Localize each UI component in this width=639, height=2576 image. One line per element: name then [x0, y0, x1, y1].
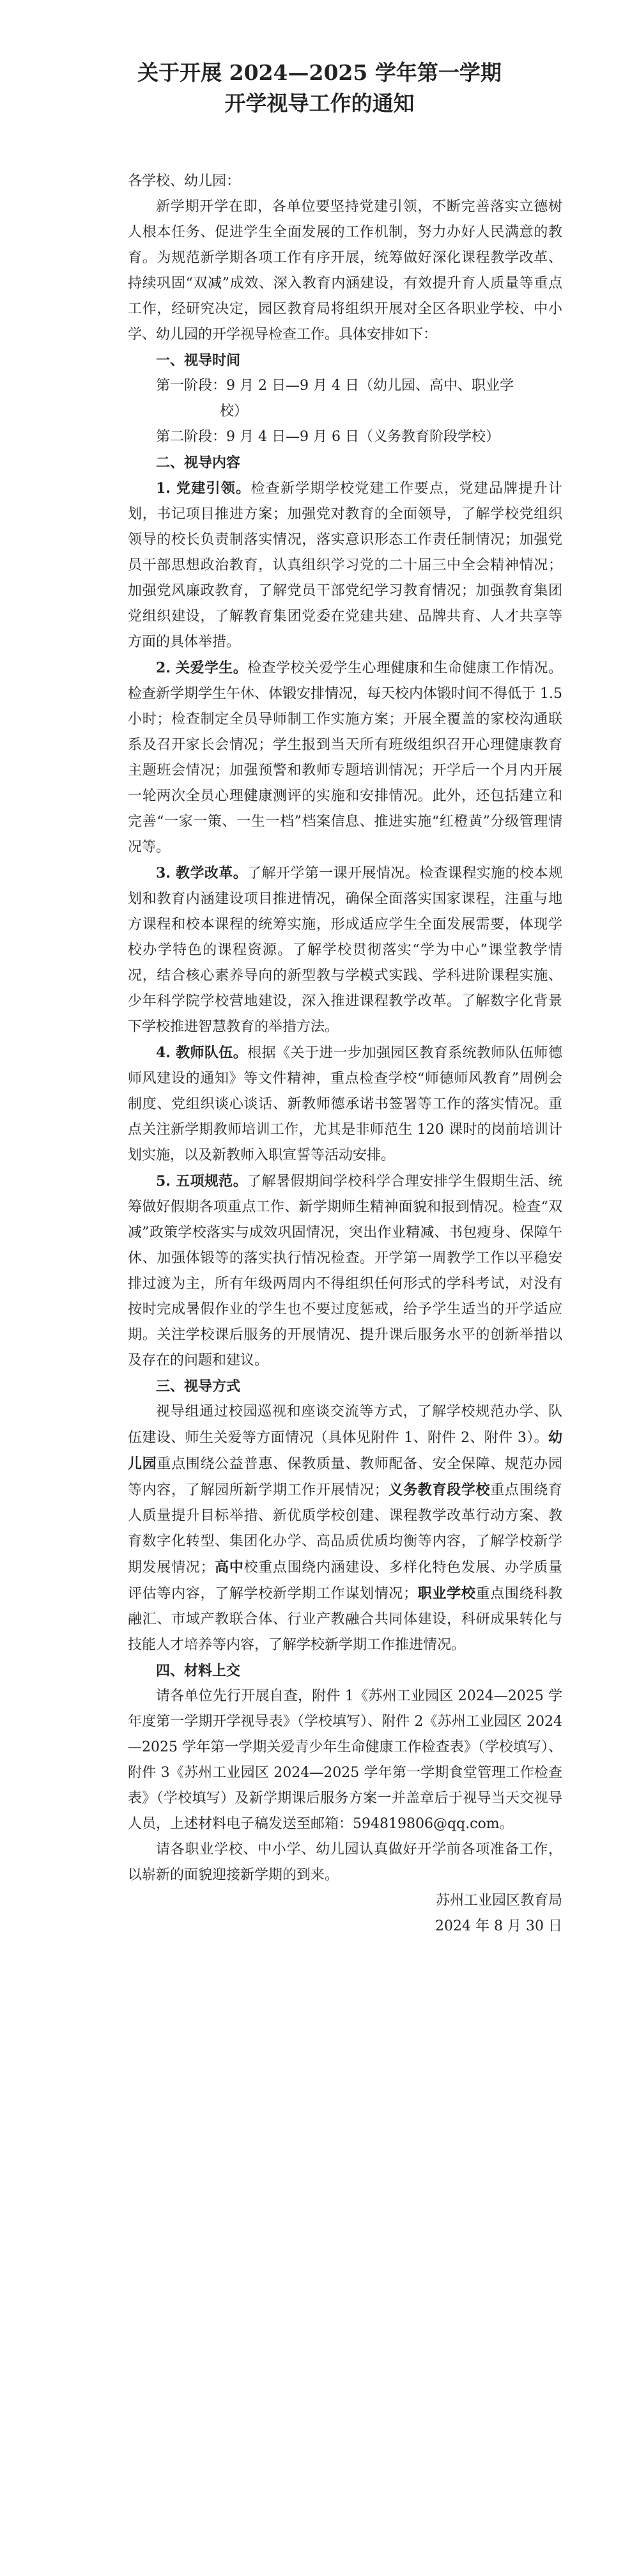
- s3-intro: 视导组通过校园巡视和座谈交流等方式，了解学校规范办学、队伍建设、师生关爱等方面情况（具体见附件 1、附件 2、附件 3）。: [128, 1404, 562, 1446]
- phase-1-line-a: 第一阶段：9 月 2 日—9 月 4 日（幼儿园、高中、职业学: [156, 378, 514, 394]
- kindergarten-label: 幼儿园: [128, 1429, 562, 1472]
- item-2-label: 2. 关爱学生。: [156, 660, 248, 676]
- high-school-text: 校重点围绕内涵建设、多样化特色发展、办学质量评估等内容，了解学校新学期工作谋划情况；: [128, 1560, 562, 1602]
- vocational-school-label: 职业学校: [417, 1585, 476, 1602]
- salutation: 各学校、幼儿园：: [128, 173, 241, 189]
- document-title: [102, 58, 537, 119]
- phase-1-line-b: 校）: [220, 403, 249, 419]
- intro-paragraph: 新学期开学在即，各单位要坚持党建引领，不断完善落实立德树人根本任务、促进学生全面发展的工作机制，努力办好人民满意的教育。为规范新学期各项工作有序开展，统筹做好深化课程教学改革、持续巩固“双减”成效、深入教育内涵建设，有效提升育人质量等重点工作，经研究决定，园区教育局将组织开展对全区各职业学校、中小学、幼儿园的开学视导检查工作。具体安排如下：: [128, 199, 562, 343]
- item-1-label: 1. 党建引领。: [156, 480, 251, 497]
- signature-org: 苏州工业园区教育局: [435, 1893, 562, 1909]
- section-2-heading: 二、视导内容: [156, 454, 241, 471]
- section-3-paragraph: [128, 1399, 562, 1658]
- item-3-label: 3. 教学改革。: [156, 865, 248, 881]
- item-2-text: 检查学校关爱学生心理健康和生命健康工作情况。检查新学期学生午休、体锻安排情况，每天校内体锻时间不得低于 1.5 小时；检查制定全员导师制工作实施方案；开展全覆盖的家校沟通联系及召开家长会情况；学生报到当天所有班级组织召开心理健康教育主题班会情况；加强预警和教师专题培训情况；开学后一个月内开展一轮两次全员心理健康测评的实施和安排情况。此外，还包括建立和完善“一家一策、一生一档”档案信息、推进实施“红橙黄”分级管理情况等。: [128, 660, 562, 855]
- item-teaching-reform: [128, 860, 562, 1040]
- item-4-text: 根据《关于进一步加强园区教育系统教师队伍师德师风建设的通知》等文件精神，重点检查学校“师德师风教育”周例会制度、党组织谈心谈话、新教师德承诺书签署等工作的落实情况。重点关注新学期教师培训工作，尤其是非师范生 120 课时的岗前培训计划实施，以及新教师入职宣誓等活动安排。: [128, 1045, 562, 1163]
- title-line-2: 开学视导工作的通知: [224, 91, 415, 116]
- vocational-school-text: 重点围绕科教融汇、市域产教联合体、行业产教融合共同体建设，科研成果转化与技能人才培养等内容，了解学校新学期工作推进情况。: [128, 1586, 562, 1653]
- item-student-care: [128, 655, 562, 860]
- item-teacher-team: [128, 1040, 562, 1168]
- materials-paragraph: 请各单位先行开展自查，附件 1《苏州工业园区 2024—2025 学年度第一学期开学视导表》（学校填写）、附件 2《苏州工业园区 2024—2025 学年第一学期关爱青少年生命健康工作检查表》（学校填写）、附件 3《苏州工业园区 2024—2025 学年第一学期食堂管理工作检查表》（学校填写）及新学期课后服务方案一并盖章后于视导当天交视导人员，上述材料电子稿发送至邮箱：594819806@qq.com。: [128, 1688, 562, 1832]
- high-school-label: 高中: [214, 1559, 244, 1576]
- item-five-norms: [128, 1168, 562, 1374]
- phase-2: 第二阶段：9 月 4 日—9 月 6 日（义务教育阶段学校）: [156, 429, 500, 445]
- item-5-text: 了解暑假期间学校科学合理安排学生假期生活、统筹做好假期各项重点工作、新学期师生精神面貌和报到情况。检查“双减”政策学校落实与成效巩固情况，突出作业精减、书包瘦身、保障午休、加强体锻等的落实执行情况检查。开学第一周教学工作以平稳安排过渡为主，所有年级两周内不得组织任何形式的学科考试，对没有按时完成暑假作业的学生也不要过度惩戒，给予学生适当的开学适应期。关注学校课后服务的开展情况、提升课后服务水平的创新举措以及存在的问题和建议。: [128, 1174, 562, 1369]
- phase-1: [128, 373, 562, 424]
- compulsory-school-label: 义务教育段学校: [388, 1482, 491, 1498]
- compulsory-school-text: 重点围绕育人质量提升目标举措、新优质学校创建、课程教学改革行动方案、教育数字化转型、集团化办学、高品质优质均衡等内容，了解学校新学期发展情况；: [128, 1482, 562, 1576]
- section-4-heading: 四、材料上交: [156, 1663, 241, 1679]
- section-1-heading: 一、视导时间: [156, 352, 241, 369]
- item-3-text: 了解开学第一课开展情况。检查课程实施的校本规划和教育内涵建设项目推进情况，确保全面落实国家课程，注重与地方课程和校本课程的统筹实施，形成适应学生全面发展需要，体现学校办学特色的课程资源。了解学校贯彻落实“学为中心”课堂教学情况，结合核心素养导向的新型教与学模式实践、学科进阶课程实施、少年科学院学校营地建设，深入推进课程教学改革。了解数字化背景下学校推进智慧教育的举措方法。: [128, 865, 562, 1035]
- title-line-1: 关于开展 2024—2025 学年第一学期: [137, 60, 502, 85]
- item-1-text: 检查新学期学校党建工作要点，党建品牌提升计划，书记项目推进方案；加强党对教育的全面领导，了解学校党组织领导的校长负责制落实情况，落实意识形态工作责任制情况；加强党员干部思想政治教育，认真组织学习党的二十届三中全会精神情况；加强党风廉政教育，了解党员干部党纪学习教育情况；加强教育集团党组织建设，了解教育集团党委在党建共建、品牌共育、人才共享等方面的具体举措。: [128, 481, 562, 650]
- section-3-heading: 三、视导方式: [156, 1378, 241, 1395]
- signature-date: 2024 年 8 月 30 日: [435, 1918, 562, 1934]
- item-party-building: [128, 476, 562, 655]
- kindergarten-text: 重点围绕公益普惠、保教质量、教师配备、安全保障、规范办园等内容，了解园所新学期工作开展情况；: [128, 1456, 562, 1498]
- item-5-label: 5. 五项规范。: [156, 1173, 248, 1190]
- item-4-label: 4. 教师队伍。: [156, 1044, 248, 1061]
- closing-paragraph: 请各职业学校、中小学、幼儿园认真做好开学前各项准备工作，以崭新的面貌迎接新学期的到来。: [128, 1842, 562, 1883]
